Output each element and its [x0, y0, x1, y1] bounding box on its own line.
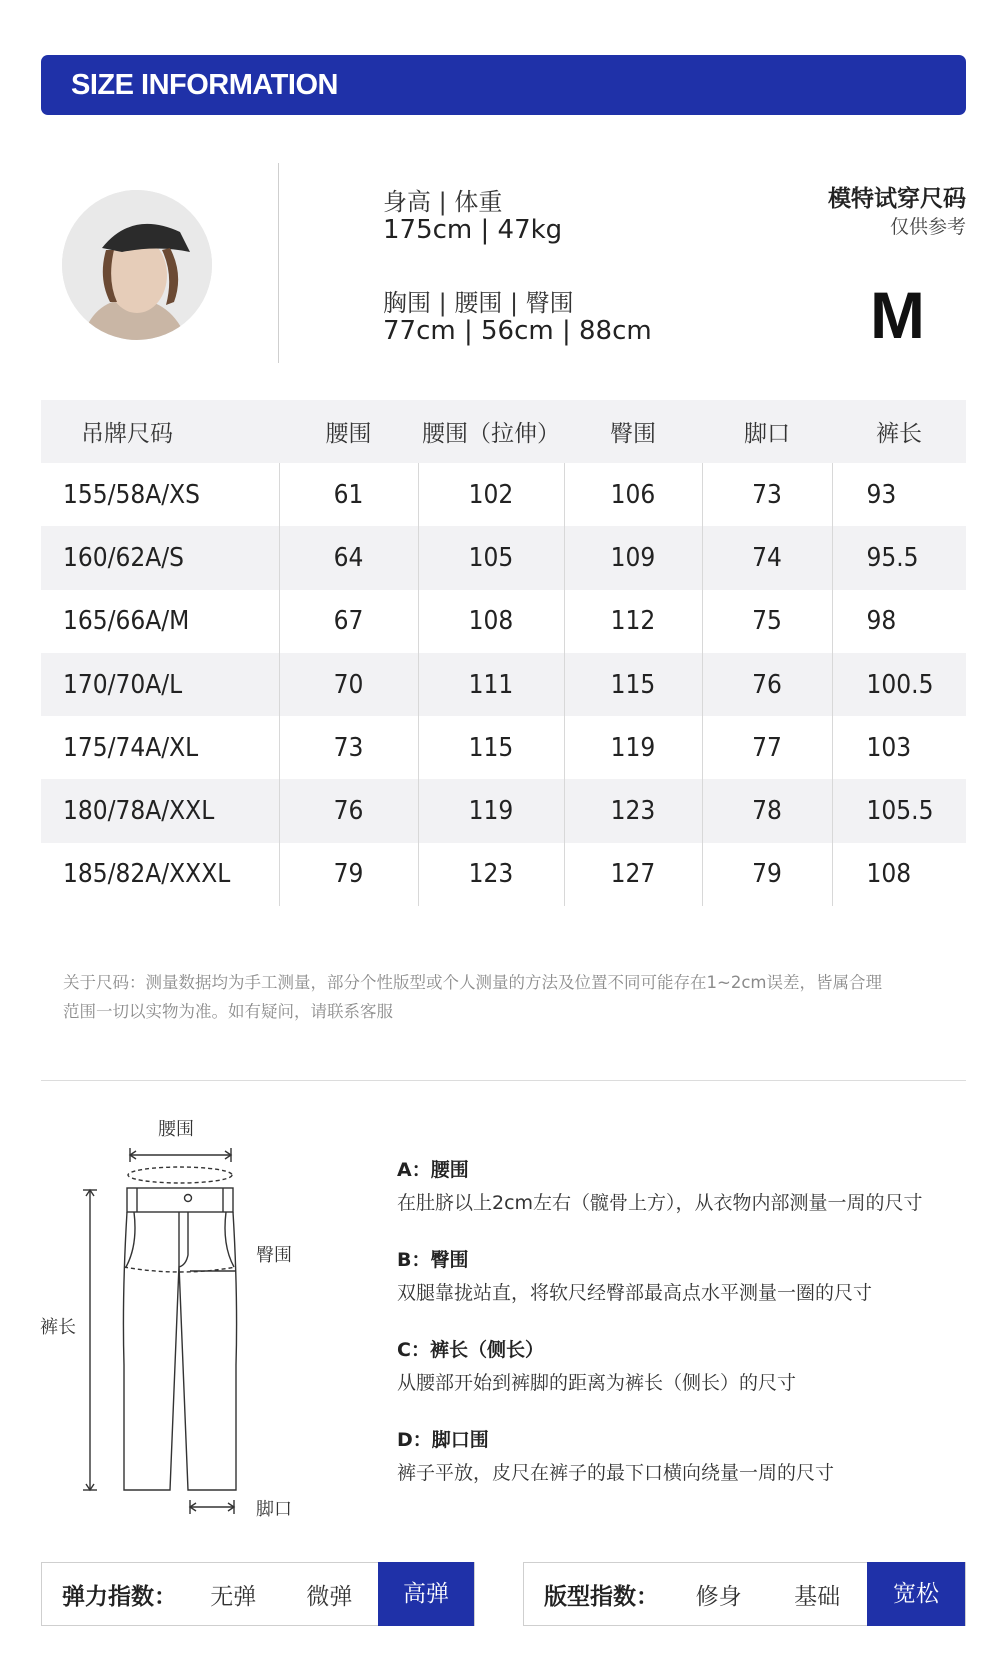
- table-cell: 70: [279, 653, 418, 716]
- fit-label: 版型指数：: [544, 1583, 659, 1610]
- pants-diagram: [30, 1115, 320, 1525]
- table-row: [41, 843, 966, 906]
- table-cell: 123: [418, 843, 564, 906]
- table-cell: 170/70A/L: [41, 653, 279, 716]
- table-cell: 74: [702, 526, 832, 589]
- size-note: [63, 968, 963, 1026]
- table-cell: 77: [702, 716, 832, 779]
- table-cell: 78: [702, 779, 832, 842]
- table-cell: 115: [418, 716, 564, 779]
- height-weight-label: 身高 | 体重: [383, 188, 503, 216]
- waist-label: 腰围: [158, 1119, 194, 1140]
- column-header: 腰围: [279, 400, 418, 463]
- fit-option-loose[interactable]: 宽松: [867, 1562, 965, 1626]
- elasticity-option-none[interactable]: 无弹: [210, 1583, 257, 1610]
- measure-item: [397, 1245, 977, 1305]
- table-cell: 105.5: [832, 779, 966, 842]
- table-cell: 108: [866, 859, 912, 890]
- measure-text: 双腿靠拢站直，将软尺经臀部最高点水平测量一圈的尺寸: [397, 1282, 873, 1304]
- table-cell: 64: [279, 526, 418, 589]
- table-cell: 93: [866, 479, 897, 510]
- table-cell: 103: [866, 732, 912, 763]
- fit-option-slim[interactable]: 修身: [695, 1583, 742, 1610]
- table-cell: 75: [702, 590, 832, 653]
- body-measure-value: 77cm | 56cm | 88cm: [383, 316, 652, 346]
- table-cell: 61: [279, 463, 418, 526]
- size-note-line: 范围一切以实物为准。如有疑问，请联系客服: [63, 1002, 393, 1021]
- measure-text: 在肚脐以上2cm左右（髋骨上方），从衣物内部测量一周的尺寸: [397, 1192, 923, 1214]
- section-divider: [41, 1080, 966, 1081]
- elasticity-option-slight[interactable]: 微弹: [306, 1583, 353, 1610]
- size-note-line: 关于尺码：测量数据均为手工测量，部分个性版型或个人测量的方法及位置不同可能存在1~2cm误差，皆属合理: [63, 973, 882, 992]
- table-cell: 67: [279, 590, 418, 653]
- hem-label: 脚口: [256, 1499, 292, 1520]
- measure-title: B：臀围: [397, 1249, 469, 1271]
- column-header: 吊牌尺码: [41, 400, 279, 463]
- height-weight-value: 175cm | 47kg: [383, 215, 563, 245]
- model-divider: [278, 163, 279, 363]
- table-row: [41, 526, 966, 589]
- table-cell: 108: [418, 590, 564, 653]
- table-row: [41, 463, 966, 526]
- table-cell: 79: [279, 843, 418, 906]
- measure-item: [397, 1155, 977, 1215]
- measure-text: 从腰部开始到裤脚的距离为裤长（侧长）的尺寸: [397, 1372, 797, 1394]
- column-header: 腰围（拉伸）: [418, 400, 564, 463]
- table-cell: 111: [418, 653, 564, 716]
- table-cell: 175/74A/XL: [41, 716, 279, 779]
- table-cell: 73: [279, 716, 418, 779]
- table-cell: 79: [702, 843, 832, 906]
- size-table: [41, 400, 966, 906]
- measure-title: C：裤长（侧长）: [397, 1339, 544, 1361]
- table-cell: 105: [418, 526, 564, 589]
- table-cell: 73: [702, 463, 832, 526]
- table-cell: 76: [279, 779, 418, 842]
- model-size-note: 仅供参考: [889, 216, 966, 238]
- table-row: [41, 653, 966, 716]
- elasticity-option-high[interactable]: 高弹: [378, 1562, 474, 1626]
- table-cell: 106: [564, 463, 702, 526]
- table-row: [41, 716, 966, 779]
- measure-item: [397, 1335, 977, 1395]
- table-cell: 160/62A/S: [41, 526, 279, 589]
- measure-title: D：脚口围: [397, 1429, 489, 1451]
- model-size-value: M: [870, 278, 925, 352]
- model-size-title: 模特试穿尺码: [828, 186, 966, 212]
- measure-title: A：腰围: [397, 1159, 469, 1181]
- table-row: [41, 779, 966, 842]
- model-avatar: [62, 190, 212, 340]
- fit-option-regular[interactable]: 基础: [794, 1583, 841, 1610]
- section-header: SIZE INFORMATION: [41, 55, 966, 115]
- table-cell: 123: [564, 779, 702, 842]
- table-cell: 98: [866, 606, 897, 637]
- column-header: 臀围: [564, 400, 702, 463]
- table-cell: 102: [418, 463, 564, 526]
- table-cell: 127: [564, 843, 702, 906]
- table-cell: 95.5: [832, 526, 966, 589]
- measure-item: [397, 1425, 977, 1485]
- table-cell: 185/82A/XXXL: [41, 843, 279, 906]
- hip-label: 臀围: [256, 1245, 292, 1266]
- measure-text: 裤子平放，皮尺在裤子的最下口横向绕量一周的尺寸: [397, 1462, 835, 1484]
- table-cell: 155/58A/XS: [41, 463, 279, 526]
- table-cell: 109: [564, 526, 702, 589]
- table-cell: 165/66A/M: [41, 590, 279, 653]
- table-header-row: [41, 400, 966, 463]
- column-header: 裤长: [832, 400, 966, 463]
- table-cell: 76: [702, 653, 832, 716]
- fit-index: [523, 1562, 966, 1626]
- length-label: 裤长: [40, 1317, 76, 1338]
- table-cell: 112: [564, 590, 702, 653]
- table-cell: 100.5: [832, 653, 966, 716]
- elasticity-label: 弹力指数：: [62, 1583, 177, 1610]
- table-cell: 119: [564, 716, 702, 779]
- body-measure-label: 胸围 | 腰围 | 臀围: [383, 289, 574, 317]
- table-row: [41, 590, 966, 653]
- column-header: 脚口: [702, 400, 832, 463]
- elasticity-index: [41, 1562, 475, 1626]
- table-cell: 119: [418, 779, 564, 842]
- table-cell: 115: [564, 653, 702, 716]
- table-cell: 180/78A/XXL: [41, 779, 279, 842]
